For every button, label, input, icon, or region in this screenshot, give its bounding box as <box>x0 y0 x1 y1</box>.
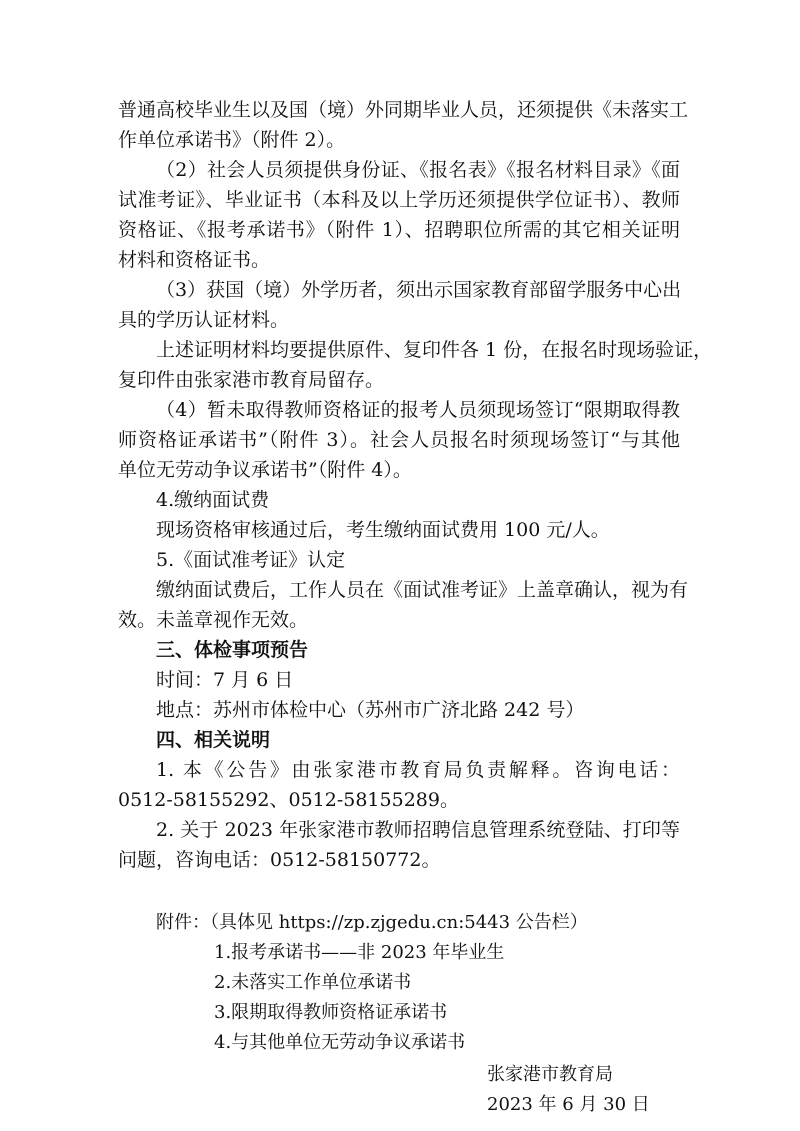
attachment-item: 1.报考承诺书——非 2023 年毕业生 <box>214 942 505 963</box>
body-line: （3）获国（境）外学历者，须出示国家教育部留学服务中心出 <box>156 279 682 301</box>
attachment-item: 2.未落实工作单位承诺书 <box>214 972 412 993</box>
body-line: 师资格证承诺书”（附件 3）。社会人员报名时须现场签订“与其他 <box>118 429 680 451</box>
body-line: 单位无劳动争议承诺书”（附件 4）。 <box>118 459 412 481</box>
body-line: 现场资格审核通过后，考生缴纳面试费用 100 元/人。 <box>156 519 610 541</box>
phone-numbers: 0512-58155292、0512-58155289。 <box>118 789 459 811</box>
body-line: 1. 本《公告》由张家港市教育局负责解释。咨询电话： <box>156 759 680 781</box>
body-line: 2. 关于 2023 年张家港市教师招聘信息管理系统登陆、打印等 <box>156 819 680 841</box>
body-line: 材料和资格证书。 <box>118 249 271 271</box>
attachment-item: 4.与其他单位无劳动争议承诺书 <box>214 1032 466 1053</box>
phone-number: 问题，咨询电话：0512-58150772。 <box>118 849 441 871</box>
body-line: （4）暂未取得教师资格证的报考人员须现场签订“限期取得教 <box>156 399 680 421</box>
body-line: 普通高校毕业生以及国（境）外同期毕业人员，还须提供《未落实工 <box>118 99 689 121</box>
body-line: 资格证、《报考承诺书》（附件 1）、招聘职位所需的其它相关证明 <box>118 219 680 241</box>
body-line: 效。未盖章视作无效。 <box>118 609 309 631</box>
exam-time: 时间：7 月 6 日 <box>156 669 294 691</box>
body-line: 缴纳面试费后，工作人员在《面试准考证》上盖章确认，视为有 <box>156 579 689 601</box>
body-line: 上述证明材料均要提供原件、复印件各 1 份，在报名时现场验证， <box>156 339 713 361</box>
attachment-item: 3.限期取得教师资格证承诺书 <box>214 1002 448 1023</box>
section-heading-physical-exam: 三、体检事项预告 <box>156 639 309 661</box>
section-subheading: 4.缴纳面试费 <box>156 489 270 511</box>
body-line: 作单位承诺书》（附件 2）。 <box>118 129 346 151</box>
section-subheading: 5.《面试准考证》认定 <box>156 549 346 571</box>
signature-org: 张家港市教育局 <box>487 1064 613 1085</box>
section-heading-notes: 四、相关说明 <box>156 729 271 751</box>
body-line: 复印件由张家港市教育局留存。 <box>118 369 385 391</box>
attachments-header: 附件：（具体见 https://zp.zjgedu.cn:5443 公告栏） <box>156 912 588 933</box>
body-line: 具的学历认证材料。 <box>118 309 290 331</box>
body-line: （2）社会人员须提供身份证、《报名表》《报名材料目录》《面 <box>156 159 680 181</box>
signature-date: 2023 年 6 月 30 日 <box>487 1094 650 1115</box>
body-line: 试准考证》、毕业证书（本科及以上学历还须提供学位证书）、教师 <box>118 189 680 211</box>
exam-location: 地点：苏州市体检中心（苏州市广济北路 242 号） <box>156 699 585 721</box>
